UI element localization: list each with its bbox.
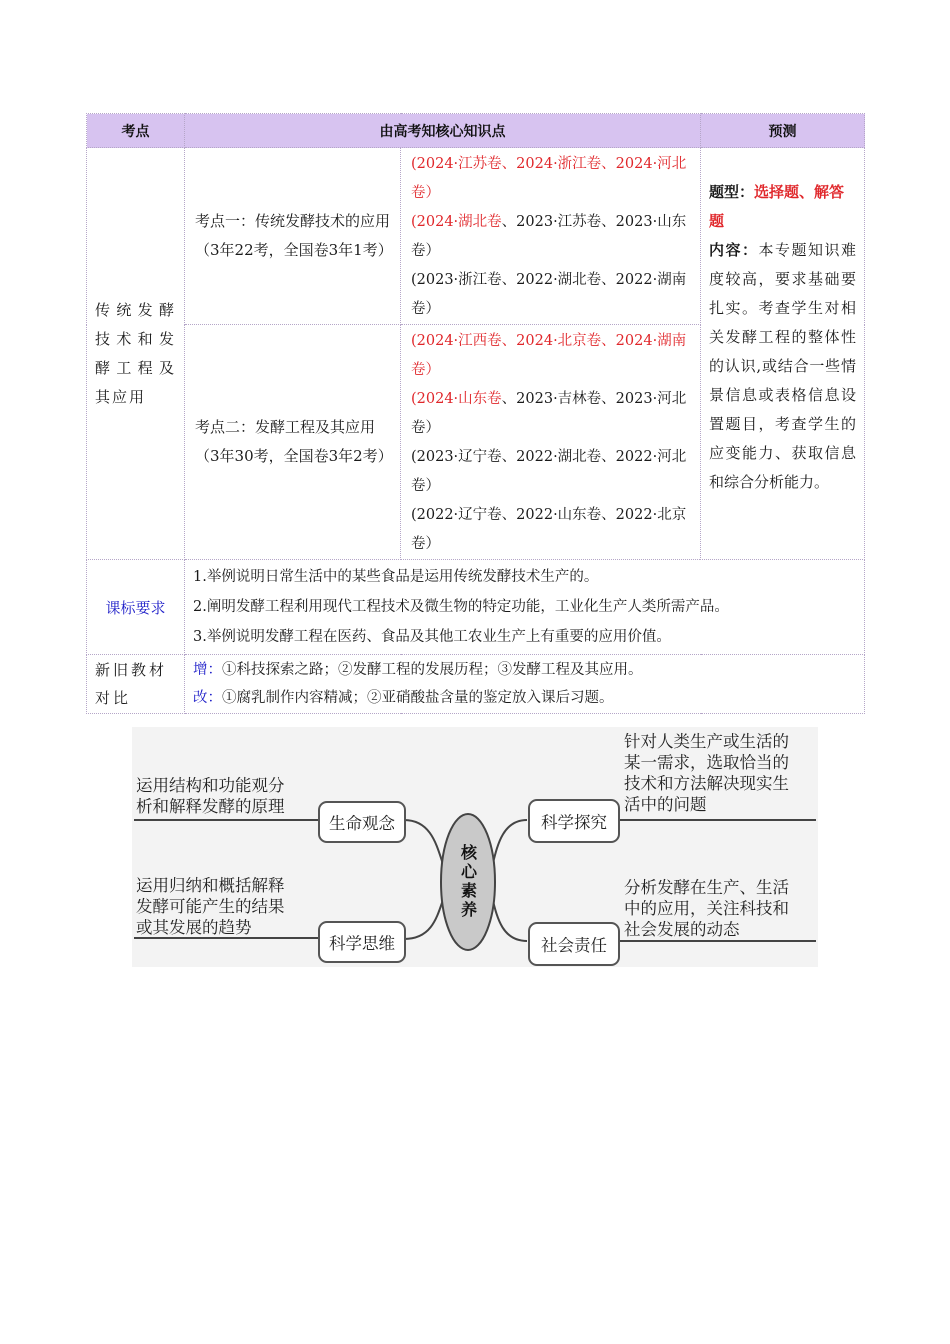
compare-cell	[185, 655, 865, 714]
header-knowledge: 由高考知核心知识点	[185, 114, 701, 148]
requirement-item: 3.举例说明发酵工程在医药、食品及其他工农业生产上有重要的应用价值。	[193, 629, 671, 645]
table-row	[87, 655, 865, 714]
core-literacy-diagram	[132, 727, 818, 967]
requirement-item: 2.阐明发酵工程利用现代工程技术及微生物的特定功能，工业化生产人类所需产品。	[193, 599, 729, 615]
header-kaodian: 考点	[87, 114, 185, 148]
requirement-item: 1.举例说明日常生活中的某些食品是运用传统发酵技术生产的。	[193, 569, 599, 585]
kp2-source-line: (2022·辽宁卷、2022·山东卷、2022·北京卷）	[411, 507, 687, 552]
node-scientific-inquiry: 科学探究	[528, 799, 620, 843]
node-life-concept: 生命观念	[318, 801, 406, 843]
table-row	[87, 148, 865, 325]
prediction-content: 内容：本专题知识难度较高，要求基础要扎实。考查学生对相关发酵工程的整体性的认识,或结合一些情景信息或表格信息设置题目，考查学生的应变能力、获取信息和综合分析能力。	[709, 241, 856, 491]
compare-item: 增：①科技探索之路；②发酵工程的发展历程；③发酵工程及其应用。	[193, 662, 643, 678]
header-prediction: 预测	[701, 114, 865, 148]
prediction-cell	[701, 148, 865, 560]
kp1-source-line: (2024·湖北卷、2023·江苏卷、2023·山东卷）	[411, 214, 687, 259]
table-row	[87, 560, 865, 655]
node-scientific-thinking: 科学思维	[318, 921, 406, 963]
kp1-source-line: (2024·江苏卷、2024·浙江卷、2024·河北卷）	[411, 156, 687, 201]
topic-cell: 传统发酵技术和发酵工程及其应用	[87, 148, 185, 560]
compare-label: 新旧教材对比	[87, 655, 185, 714]
node-desc: 针对人类生产或生活的 某一需求，选取恰当的 技术和方法解决现实生 活中的问题	[624, 732, 789, 814]
node-social-responsibility: 社会责任	[528, 922, 620, 966]
node-desc: 运用归纳和概括解释 发酵可能产生的结果 或其发展的趋势	[136, 876, 285, 937]
prediction-type: 题型：选择题、解答题	[709, 183, 845, 230]
node-desc: 分析发酵在生产、生活 中的应用，关注科技和 社会发展的动态	[624, 878, 789, 939]
kp2-sources	[401, 325, 701, 560]
node-desc: 运用结构和功能观分 析和解释发酵的原理	[136, 776, 285, 816]
requirements-cell	[185, 560, 865, 655]
kp2-title: 考点二：发酵工程及其应用	[195, 418, 376, 436]
kp2-stat: （3年30考，全国卷3年2考）	[195, 447, 393, 465]
kp2-source-line: (2024·江西卷、2024·北京卷、2024·湖南卷）	[411, 333, 687, 378]
kp1-sources	[401, 148, 701, 325]
compare-item: 改：①腐乳制作内容精减；②亚硝酸盐含量的鉴定放入课后习题。	[193, 690, 614, 706]
kp2-cell	[185, 325, 401, 560]
kp1-stat: （3年22考，全国卷3年1考）	[195, 241, 393, 259]
kp1-cell	[185, 148, 401, 325]
kp1-source-line: (2023·浙江卷、2022·湖北卷、2022·湖南卷）	[411, 272, 687, 317]
requirements-label: 课标要求	[87, 560, 185, 655]
table-header-row	[87, 114, 865, 148]
kp2-source-line: (2023·辽宁卷、2022·湖北卷、2022·河北卷）	[411, 449, 687, 494]
core-label: 核心素养	[458, 844, 478, 920]
kp1-title: 考点一：传统发酵技术的应用	[195, 212, 391, 230]
knowledge-table	[86, 113, 865, 714]
kp2-source-line: (2024·山东卷、2023·吉林卷、2023·河北卷）	[411, 391, 687, 436]
